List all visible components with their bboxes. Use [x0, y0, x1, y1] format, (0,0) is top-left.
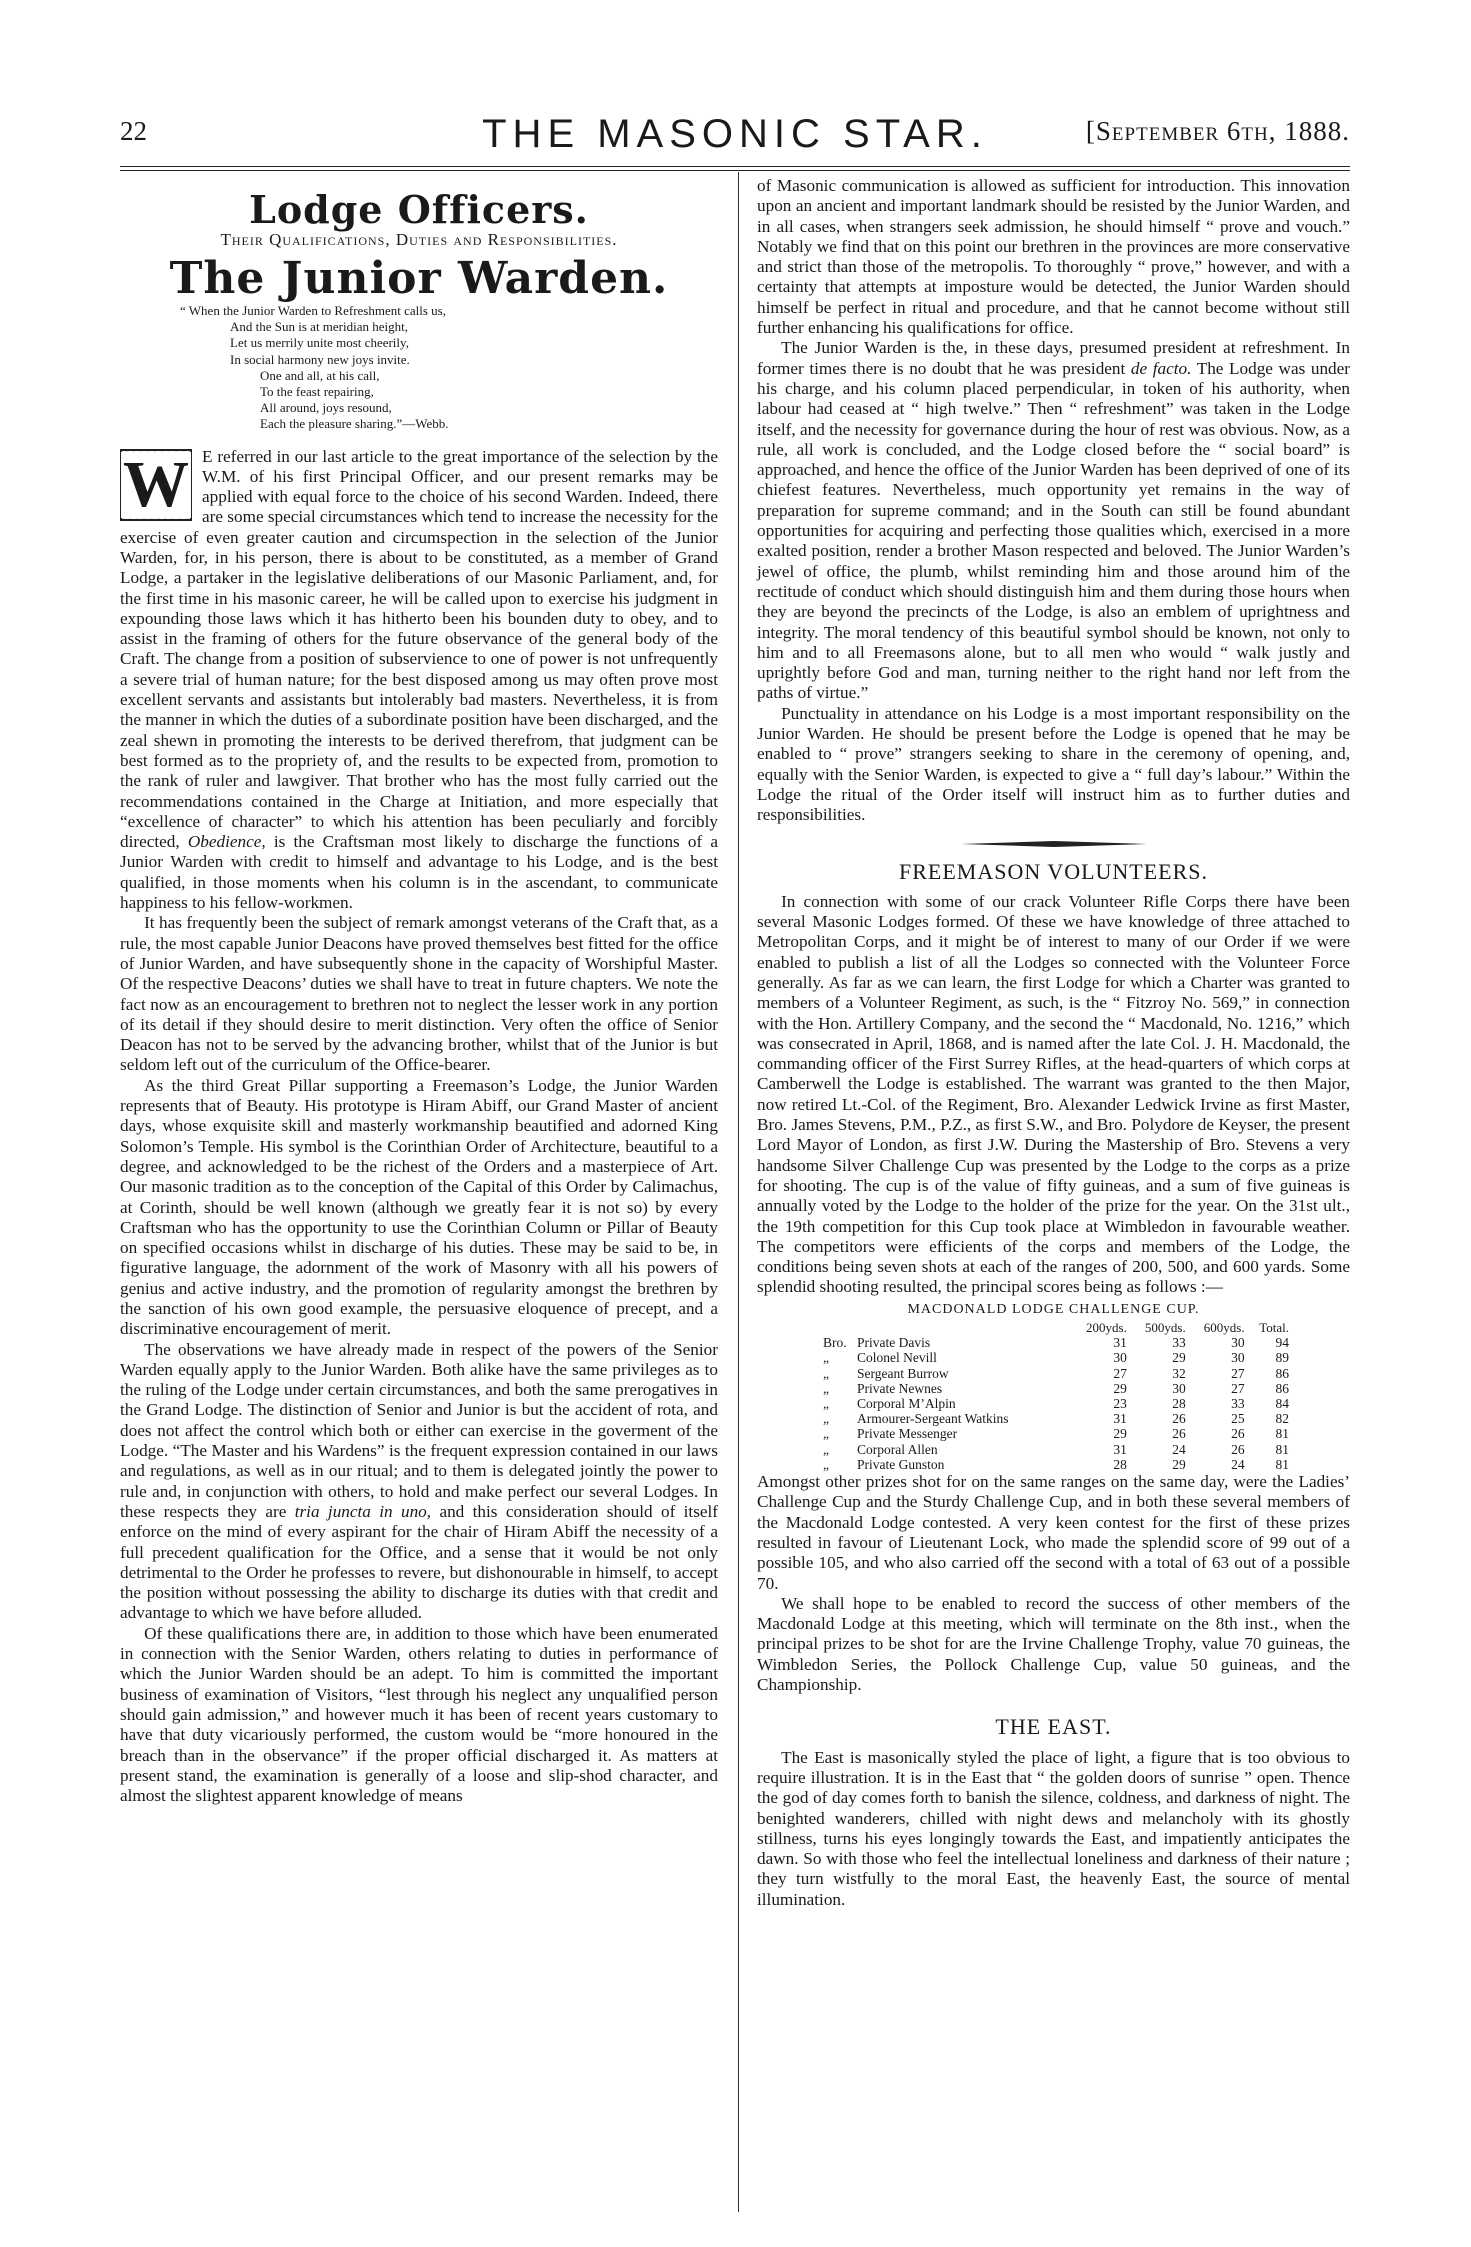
score-600: 30 [1231, 1335, 1245, 1351]
verse-line: Each the pleasure sharing.”—Webb. [260, 416, 449, 432]
player-name: Private Gunston [857, 1456, 945, 1472]
paragraph-text: E referred in our last article to the great importance of the selection by the W.M. of his first Principal Officer, and our present remarks may be applied with equal force to the choice of his second Warden. Indeed, there are some special circumstances which tend to increase the necessity for the exercise of even greater caution and circumspection in the selection of the Junior Warden, for, in his person, there is about to be constituted, as a member of Grand Lodge, a partaker in the legislative deliberations of our Masonic Parliament, and, for the first time in his masonic career, he will be called upon to exercise his judgment in expounding those laws which it has hitherto been his bounden duty to obey, and to assist in the framing of others for the future observance of the general body of the Craft. The change from a position of subservience to one of power is not unfrequently a severe trial of human nature; for the best disposed among us may often prove most excellent servants and assistants but intolerably bad masters. Nevertheless, it is from the manner in which the duties of a subordinate position have been discharged, and the zeal shewn in promoting the interests to be derived therefrom, that judgment can be best formed as to the propriety of, and the results to be expected from, promotion to the rank of ruler and lawgiver. That brother who has the most fully carried out the recommendations contained in the Charge at Initiation, and more especially that “excellence of character” to which his attention has been peculiarly and forcibly directed, [120, 446, 718, 852]
player-name: Armourer-Sergeant Watkins [857, 1411, 1009, 1427]
paragraph-text: The Lodge was under his charge, and his column placed perpendicular, in token of his authority, when labour had ceased at “ high twelve.” Then “ refreshment” was taken in the Lodge itself, and the necessity for governance during the hour of rest was obvious. Now, as a rule, all work is concluded, and the Lodge closed before the “ social board” is approached, and hence the office of the Junior Warden has been deprived of one of its chiefest features. Nevertheless, much opportunity yet remains in the way of preparation for supreme command; and in the South can still be found abundant opportunities for acquiring and perfecting those qualities which, exercised in a more exalted position, render a brother Mason respected and beloved. The Junior Warden’s jewel of office, the plumb, whilst reminding him and those around him of the rectitude of conduct which should distinguish him and them during those hours when they are beyond the precincts of the Lodge, is also an emblem of uprightness and integrity. The moral tendency of this beautiful symbol should be known, not only to him and to all Freemasons alone, but to all men who would “ walk justly and uprightly before God and man, turning neither to the right hand nor left from the paths of virtue.” [757, 358, 1350, 703]
scores-body [821, 1335, 1291, 1472]
section-heading-freemason-volunteers: FREEMASON VOLUNTEERS. [898, 858, 1209, 884]
epigraph-verse [120, 303, 718, 433]
score-total: 89 [1275, 1350, 1289, 1366]
right-column [757, 176, 1350, 1910]
table-row [821, 1411, 1291, 1426]
masthead-title: THE MASONIC STAR. [482, 112, 988, 156]
verse-line: One and all, at his call, [260, 367, 380, 383]
score-200: 27 [1113, 1365, 1127, 1381]
paragraph: The East is masonically styled the place of light, a figure that is too obvious to require illustration. It is in the East that “ the golden doors of sunrise ” open. Thence the god of day comes forth to banish the silence, coldness, and darkness of night. The benighted wanderers, chilled with night dews and melancholy with its ghostly stillness, turns his eyes longingly towards the East, and impatiently anticipates the dawn. So with those who feel the intellectual loneliness and darkness of their nature ; they turn wistfully to the moral East, the heavenly East, the source of mental illumination. [757, 1747, 1350, 1909]
paragraph: Amongst other prizes shot for on the same ranges on the same day, were the Ladies’ Challenge Cup and the Sturdy Challenge Cup, and in both these several members of the Macdonald Lodge contested. A very keen contest for the first of these prizes resulted in favour of Lieutenant Lock, who made the splendid score of 99 out of a possible 105, and who also carried off the second with a total of 63 out of a possible 70. [757, 1472, 1350, 1593]
opening-paragraph [120, 447, 718, 914]
verse-line: All around, joys resound, [260, 400, 392, 416]
table-row [821, 1426, 1291, 1441]
score-200: 23 [1113, 1396, 1127, 1412]
score-600: 30 [1231, 1350, 1245, 1366]
header-rule-thin [120, 170, 1350, 171]
verse-line: “ When the Junior Warden to Refreshment calls us, [180, 302, 446, 318]
score-total: 81 [1275, 1456, 1289, 1472]
drop-cap-letter: W [123, 447, 189, 521]
table-row [821, 1366, 1291, 1381]
score-200: 29 [1113, 1380, 1127, 1396]
score-total: 94 [1275, 1335, 1289, 1351]
column-header: 600yds. [1203, 1320, 1245, 1336]
row-prefix: „ [823, 1441, 829, 1457]
score-total: 82 [1275, 1411, 1289, 1427]
score-total: 81 [1275, 1441, 1289, 1457]
verse-line: And the Sun is at meridian height, [230, 319, 409, 335]
paragraph: We shall hope to be enabled to record the success of other members of the Macdonald Lodge at this meeting, which will terminate on the 8th inst., when the principal prizes to be shot for are the Irvine Challenge Trophy, value 70 guineas, the Wimbledon Series, the Pollock Challenge Cup, value 50 guineas, and the Championship. [757, 1593, 1350, 1695]
left-column [120, 176, 718, 1806]
italic-text: Obedience, [187, 832, 266, 852]
row-prefix: „ [823, 1426, 829, 1442]
score-200: 30 [1113, 1350, 1127, 1366]
row-prefix: „ [823, 1365, 829, 1381]
table-row [821, 1457, 1291, 1472]
paragraph: It has frequently been the subject of remark amongst veterans of the Craft that, as a rule, the most capable Junior Deacons have proved themselves best fitted for the office of Junior Warden, and have subsequently shone in the capacity of Worshipful Master. Of the respective Deacons’ duties we shall have to treat in future chapters. We note the fact now as an encouragement to brethren not to neglect the lesser work in any portion of its detail if they should desire to merit distinction. Very often the office of Senior Deacon has not to be served by the advancing brother, whilst that of the Junior is but seldom left out of the curriculum of the Office-bearer. [120, 913, 718, 1075]
player-name: Private Newnes [857, 1380, 943, 1396]
score-total: 86 [1275, 1380, 1289, 1396]
score-total: 84 [1275, 1396, 1289, 1412]
score-600: 26 [1231, 1426, 1245, 1442]
paragraph-text: and this consideration should of itself enforce on the mind of every aspirant for the chair of Hiram Abiff the necessity of a full precedent qualification for the Office, and a sense that it would be not only detrimental to the Order he professes to revere, but dishonourable in himself, to accept the position without possessing the ability to discharge its duties with that credit and advantage to which we have before alluded. [120, 1501, 719, 1623]
column-header: 200yds. [1086, 1320, 1127, 1336]
page-header [120, 112, 1350, 162]
verse-line: In social harmony new joys invite. [230, 351, 410, 367]
paragraph: Punctuality in attendance on his Lodge is a most important responsibility on the Junior Warden. He should be present before the Lodge is opened that he may be enabled to “ prove” strangers seeking to share in the ceremony of opening, and, equally with the Senior Warden, is expected to give a “ full day’s labour.” Within the Lodge the ritual of the Order itself will instruct him as to further duties and responsibilities. [757, 703, 1350, 825]
paragraph-text: The observations we have already made in respect of the powers of the Senior Warden equally apply to the Junior Warden. Both alike have the same privileges as to the ruling of the Lodge under certain circumstances, and both the same prerogatives in the Grand Lodge. The distinction of Senior and Junior is but the accident of rota, and does not affect the control which both or either can exercise in the goverment of the Lodge. “The Master and his Wardens” is the frequent expression contained in our laws and regulations, as well as in our ritual; and to them is delegated jointly the power to rule and, in conjunction with others, to hold and make perfect our several Lodges. In these respects they are [120, 1339, 718, 1521]
issue-date: [September 6th, 1888. [1085, 116, 1350, 146]
paragraph: Of these qualifications there are, in addition to those which have been enumerated in connection with the Senior Warden, others relating to duties in performance of which the Junior Warden should be an adept. To him is committed the important business of examination of Visitors, “lest through his neglect any unqualified person should gain admission,” and however much it has been of recent years customary to have that duty vicariously performed, the custom would be “more honoured in the breach than in the observance” if the proper official discharged it. As matters at present stand, the examination is generally of a loose and slip-shod character, and almost the slightest apparent knowledge of means [120, 1623, 718, 1806]
verse-line: To the feast repairing, [260, 383, 374, 399]
score-500: 29 [1172, 1456, 1186, 1472]
score-600: 26 [1231, 1441, 1245, 1457]
score-200: 31 [1113, 1411, 1127, 1427]
score-200: 28 [1113, 1456, 1127, 1472]
italic-text: tria juncta in uno, [294, 1501, 432, 1521]
table-title: MACDONALD LODGE CHALLENGE CUP. [907, 1301, 1200, 1317]
score-200: 31 [1113, 1335, 1127, 1351]
score-500: 26 [1172, 1411, 1186, 1427]
table-header-row [821, 1320, 1291, 1335]
score-500: 32 [1172, 1365, 1186, 1381]
section-subheading: Their Qualifications, Duties and Responsibilities. [220, 230, 618, 250]
score-500: 24 [1172, 1441, 1186, 1457]
table-row [821, 1335, 1291, 1350]
score-500: 29 [1172, 1350, 1186, 1366]
page-number: 22 [120, 116, 147, 146]
player-name: Colonel Nevill [857, 1350, 937, 1366]
player-name: Sergeant Burrow [857, 1365, 949, 1381]
column-header: Total. [1259, 1320, 1289, 1336]
score-500: 26 [1172, 1426, 1186, 1442]
article-title: The Junior Warden. [169, 252, 669, 304]
table-row [821, 1381, 1291, 1396]
score-total: 81 [1275, 1426, 1289, 1442]
table-row [821, 1442, 1291, 1457]
score-200: 31 [1113, 1441, 1127, 1457]
score-600: 33 [1231, 1396, 1245, 1412]
paragraph: In connection with some of our crack Volunteer Rifle Corps there have been several Masonic Lodges formed. Of these we have knowledge of three attached to Metropolitan Corps, and it might be of interest to many of our Order if we were enabled to publish a list of all the Lodges so connected with the Volunteer Force generally. As far as we can learn, the first Lodge for which a Charter was granted to members of a Volunteer Regiment, as such, is the “ Fitzroy No. 569,” in connection with the Hon. Artillery Company, and the second the “ Macdonald, No. 1216,” which was consecrated in April, 1868, and is named after the late Col. J. H. Macdonald, the commanding officer of the First Surrey Rifles, at the head-quarters of which corps at Camberwell the Lodge is established. The warrant was granted to the then Major, now retired Lt.-Col. of the Regiment, Bro. Alexander Ledwick Irvine as first Master, Bro. James Stevens, P.M., P.Z., as first S.W., and Bro. Polydore de Keyser, the present Lord Mayor of London, as first J.W. During the Mastership of Bro. Stevens a very handsome Silver Challenge Cup was presented by the Lodge to the corps as a prize for shooting. The cup is of the value of fifty guineas, and a sum of five guineas is annually voted by the Lodge to the holder of the prize for the year. On the 31st ult., the 19th competition for this Cup took place at Wimbledon in favourable weather. The competitors were efficients of the corps and members of the Lodge, the conditions being seven shots at each of the ranges of 200, 500, and 600 yards. Some splendid shooting resulted, the principal scores being as follows :— [757, 891, 1350, 1297]
score-200: 29 [1113, 1426, 1127, 1442]
paragraph-text: The Junior Warden is the, in these days, presumed president at refreshment. In former times there is no doubt that he was president [757, 338, 1350, 378]
row-prefix: Bro. [823, 1335, 847, 1351]
score-500: 33 [1172, 1335, 1186, 1351]
paragraph: As the third Great Pillar supporting a Freemason’s Lodge, the Junior Warden represents that of Beauty. His prototype is Hiram Abiff, our Grand Master of ancient days, whose exquisite skill and masterly workmanship beautified and adorned King Solomon’s Temple. His symbol is the Corinthian Order of Architecture, beautiful to a degree, and acknowledged to be the richest of the Orders and a masterpiece of Art. Our masonic tradition as to the conception of the Capital of this Order by Calimachus, at Corinth, should be well known (although we greatly fear it is not so) by every Craftsman who has the opportunity to use the Corinthian Column or Pillar of Beauty on specified occasions whilst in discharge of his duties. These may be said to be, in figurative language, the adornment of the work of Masonry with all his powers of genius and active industry, and the promotion of regularity amongst the brethren by the sanction of his own good example, the persuasive eloquence of precept, and a discriminative encouragement of merit. [120, 1075, 718, 1339]
table-row [821, 1396, 1291, 1411]
player-name: Private Davis [857, 1335, 931, 1351]
row-prefix: „ [823, 1380, 829, 1396]
score-600: 27 [1231, 1380, 1245, 1396]
row-prefix: „ [823, 1456, 829, 1472]
player-name: Corporal M’Alpin [857, 1396, 956, 1412]
section-heading-the-east: THE EAST. [995, 1714, 1112, 1740]
table-row [821, 1350, 1291, 1365]
paragraph-text: is the Craftsman most likely to discharge the functions of a Junior Warden with credit to himself and advantage to his Lodge, and is the best qualified, in those moments when his column is in the ascendant, to communicate happiness to his fellow-workmen. [120, 832, 719, 913]
verse-line: Let us merrily unite most cheerily, [230, 335, 409, 351]
italic-text: de facto. [1130, 358, 1192, 378]
scores-table [821, 1320, 1291, 1472]
paragraph [120, 1340, 718, 1624]
score-600: 25 [1231, 1411, 1245, 1427]
player-name: Corporal Allen [857, 1441, 938, 1457]
row-prefix: „ [823, 1411, 829, 1427]
ornamental-rule-icon [959, 840, 1149, 848]
score-total: 86 [1275, 1365, 1289, 1381]
score-600: 27 [1231, 1365, 1245, 1381]
row-prefix: „ [823, 1350, 829, 1366]
score-600: 24 [1231, 1456, 1245, 1472]
paragraph [757, 338, 1350, 703]
row-prefix: „ [823, 1396, 829, 1412]
score-500: 30 [1172, 1380, 1186, 1396]
score-500: 28 [1172, 1396, 1186, 1412]
drop-cap-initial [120, 449, 192, 521]
section-heading-lodge-officers: Lodge Officers. [249, 187, 589, 232]
header-rule [120, 166, 1350, 167]
player-name: Private Messenger [857, 1426, 958, 1442]
paragraph: of Masonic communication is allowed as sufficient for introduction. This innovation upon an ancient and important landmark should be resisted by the Junior Warden, and in all cases, when strangers seek admission, he should himself “ prove and vouch.” Notably we find that on this point our brethren in the provinces are more conservative and strict than those of the metropolis. To thoroughly “ prove,” however, and with a certainty that attempts at imposture would be detected, the Junior Warden should himself be perfect in ritual and procedure, and that he cannot become without still further enhancing his qualifications for office. [757, 176, 1350, 338]
column-header: 500yds. [1144, 1320, 1186, 1336]
column-divider [738, 172, 739, 2212]
